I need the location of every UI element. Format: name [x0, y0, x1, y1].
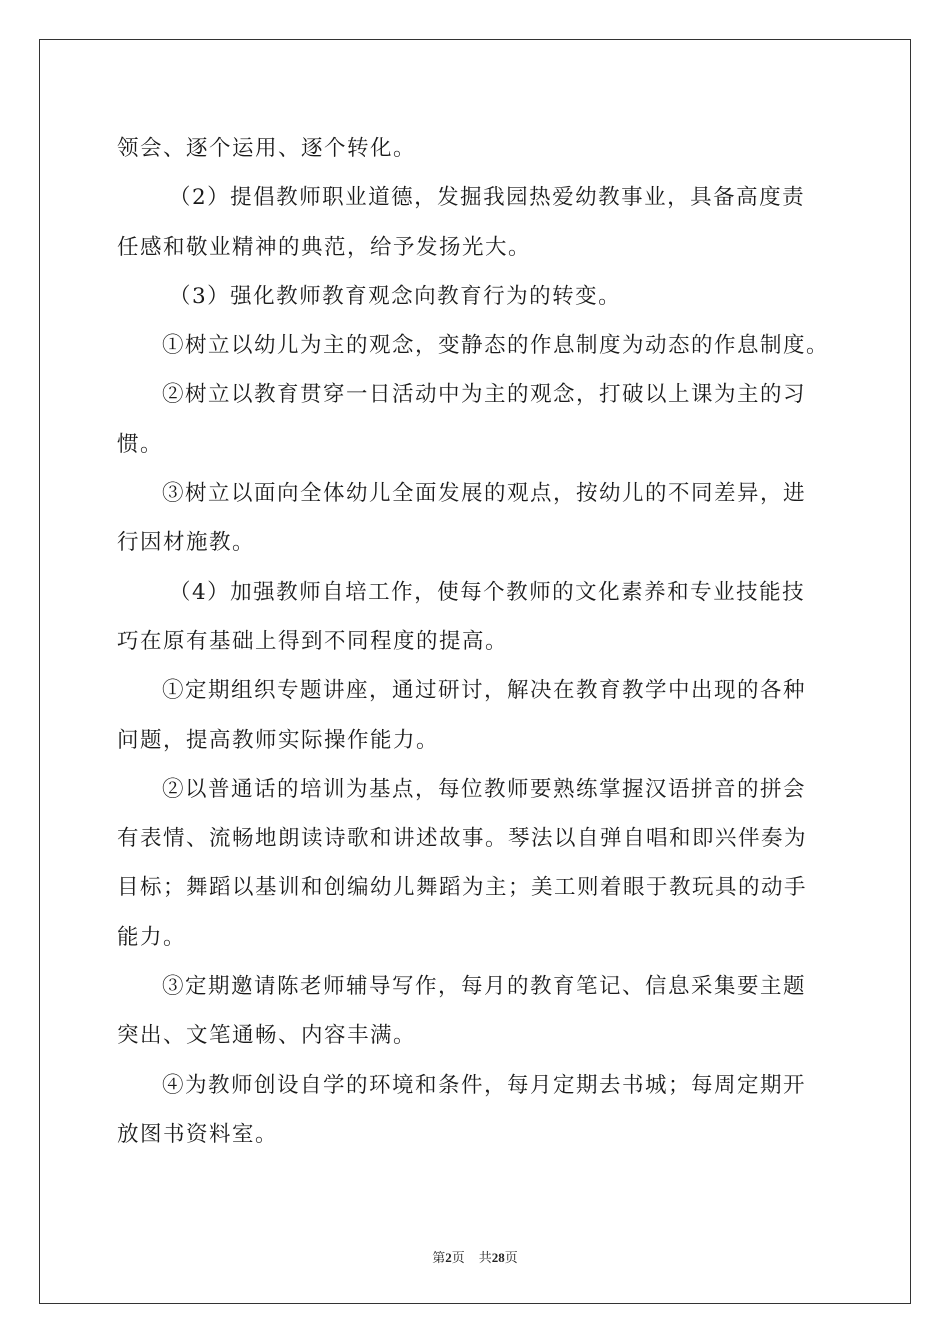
- paragraph-line: ①定期组织专题讲座，通过研讨，解决在教育教学中出现的各种: [162, 678, 807, 704]
- page-suffix: 页: [451, 1250, 465, 1265]
- paragraph-line: ②以普通话的培训为基点，每位教师要熟练掌握汉语拼音的拼会: [162, 776, 807, 802]
- paragraph-line: ④为教师创设自学的环境和条件，每月定期去书城；每周定期开: [162, 1072, 807, 1098]
- paragraph-line: 惯。: [117, 431, 164, 457]
- paragraph-line: ②树立以教育贯穿一日活动中为主的观念，打破以上课为主的习: [162, 382, 807, 408]
- document-body: [117, 124, 842, 1159]
- paragraph-line: 行因材施教。: [117, 530, 256, 556]
- total-prefix: 共: [478, 1250, 492, 1265]
- paragraph-line: 突出、文笔通畅、内容丰满。: [117, 1023, 417, 1049]
- total-suffix: 页: [504, 1250, 518, 1265]
- paragraph-line: 任感和敬业精神的典范，给予发扬光大。: [117, 234, 532, 260]
- total-pages: 28: [491, 1250, 505, 1265]
- page-number: 2: [445, 1250, 452, 1265]
- paragraph-line: ③定期邀请陈老师辅导写作，每月的教育笔记、信息采集要主题: [162, 974, 807, 1000]
- paragraph-line: 放图书资料室。: [117, 1121, 279, 1147]
- paragraph-line: 领会、逐个运用、逐个转化。: [117, 136, 417, 161]
- paragraph-line: ①树立以幼儿为主的观念，变静态的作息制度为动态的作息制度。: [162, 333, 830, 359]
- paragraph-line: （2）提倡教师职业道德，发掘我园热爱幼教事业，具备高度责: [169, 185, 806, 211]
- paragraph-line: 问题，提高教师实际操作能力。: [117, 727, 440, 753]
- paragraph-line: ③树立以面向全体幼儿全面发展的观点，按幼儿的不同差异，进: [162, 481, 807, 507]
- paragraph-line: 能力。: [117, 924, 187, 950]
- paragraph-line: （3）强化教师教育观念向教育行为的转变。: [169, 283, 622, 309]
- paragraph-line: 有表情、流畅地朗读诗歌和讲述故事。琴法以自弹自唱和即兴伴奏为: [117, 826, 808, 852]
- page-prefix: 第: [432, 1250, 446, 1265]
- paragraph-line: （4）加强教师自培工作，使每个教师的文化素养和专业技能技: [169, 579, 806, 605]
- paragraph-line: 巧在原有基础上得到不同程度的提高。: [117, 628, 509, 654]
- paragraph-line: 目标；舞蹈以基训和创编幼儿舞蹈为主；美工则着眼于教玩具的动手: [117, 875, 808, 901]
- page-footer: [0, 1247, 950, 1266]
